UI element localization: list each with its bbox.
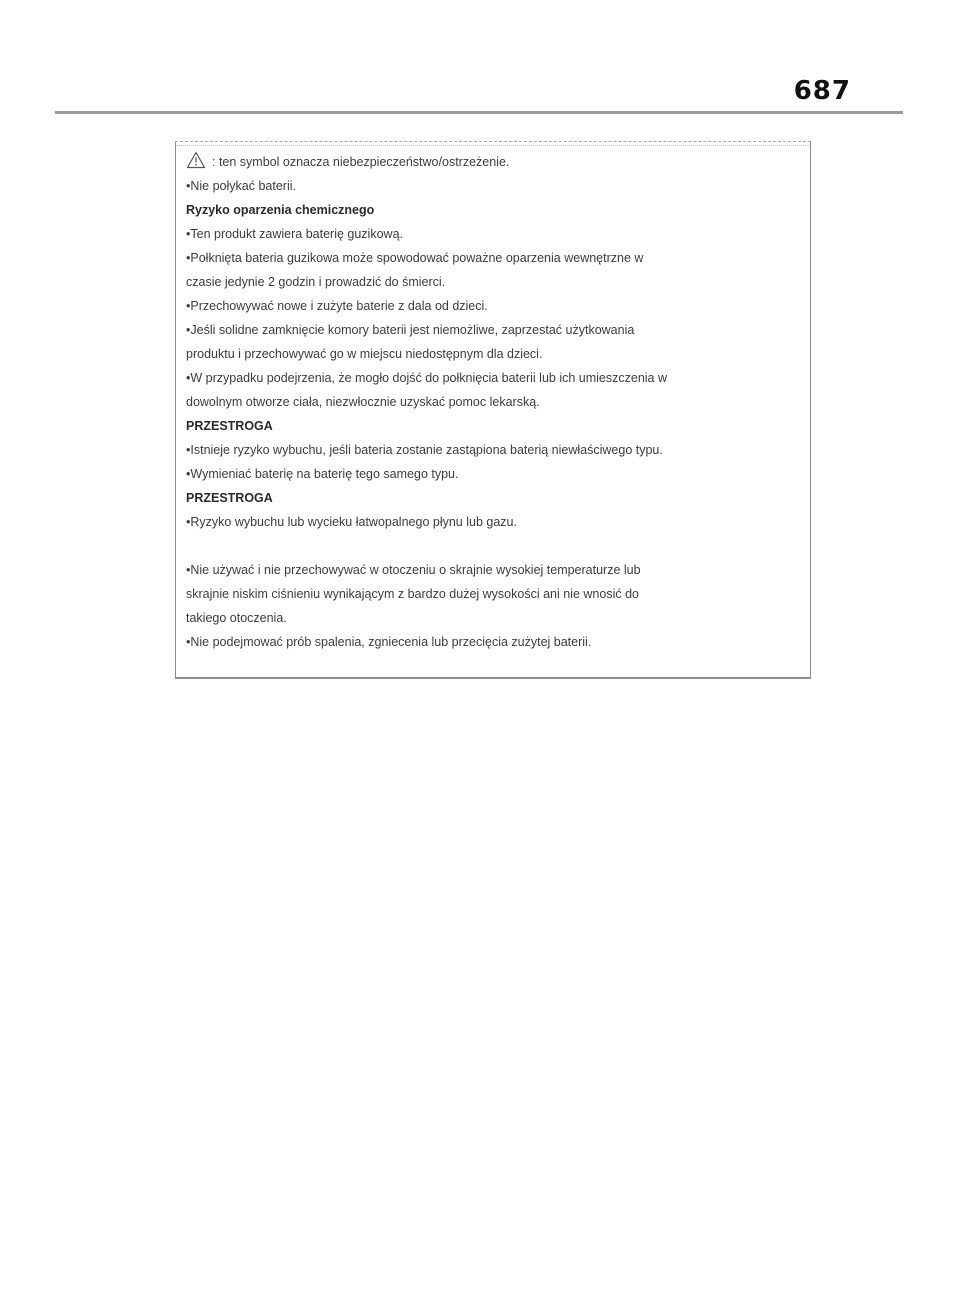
notice-line: •Istnieje ryzyko wybuchu, jeśli bateria zostanie zastąpiona baterią niewłaściwego typu. xyxy=(186,443,663,457)
header-rule xyxy=(55,111,903,114)
notice-line: •Nie podejmować prób spalenia, zgniecenia lub przecięcia zużytej baterii. xyxy=(186,635,592,649)
notice-line: •Wymieniać baterię na baterię tego samego typu. xyxy=(186,467,459,481)
notice-line: •Jeśli solidne zamknięcie komory baterii jest niemożliwe, zaprzestać użytkowania xyxy=(186,323,635,337)
notice-line: •Połknięta bateria guzikowa może spowodować poważne oparzenia wewnętrzne w xyxy=(186,251,644,265)
symbol-explanation-text: : ten symbol oznacza niebezpieczeństwo/ostrzeżenie. xyxy=(212,155,510,169)
notice-line: •Przechowywać nowe i zużyte baterie z dala od dzieci. xyxy=(186,299,488,313)
notice-line: •Ryzyko wybuchu lub wycieku łatwopalnego płynu lub gazu. xyxy=(186,515,517,529)
symbol-explanation-line xyxy=(186,150,796,174)
notice-line: dowolnym otworze ciała, niezwłocznie uzyskać pomoc lekarską. xyxy=(186,395,540,409)
notice-line: •Nie połykać baterii. xyxy=(186,179,296,193)
page-number: 687 xyxy=(793,76,851,106)
section-heading: Ryzyko oparzenia chemicznego xyxy=(186,203,375,217)
notice-line: •Ten produkt zawiera baterię guzikową. xyxy=(186,227,403,241)
notice-line: skrajnie niskim ciśnieniu wynikającym z bardzo dużej wysokości ani nie wnosić do xyxy=(186,587,639,601)
blank-line xyxy=(186,534,796,558)
section-heading: PRZESTROGA xyxy=(186,419,273,433)
section-heading: PRZESTROGA xyxy=(186,491,273,505)
notice-line: czasie jedynie 2 godzin i prowadzić do śmierci. xyxy=(186,275,446,289)
notice-line: •Nie używać i nie przechowywać w otoczeniu o skrajnie wysokiej temperaturze lub xyxy=(186,563,641,577)
warning-notice-content xyxy=(186,150,796,654)
warning-triangle-icon xyxy=(186,151,206,169)
notice-line: •W przypadku podejrzenia, że mogło dojść do połknięcia baterii lub ich umieszczenia w xyxy=(186,371,668,385)
notice-line: produktu i przechowywać go w miejscu niedostępnym dla dzieci. xyxy=(186,347,543,361)
notice-line: takiego otoczenia. xyxy=(186,611,287,625)
